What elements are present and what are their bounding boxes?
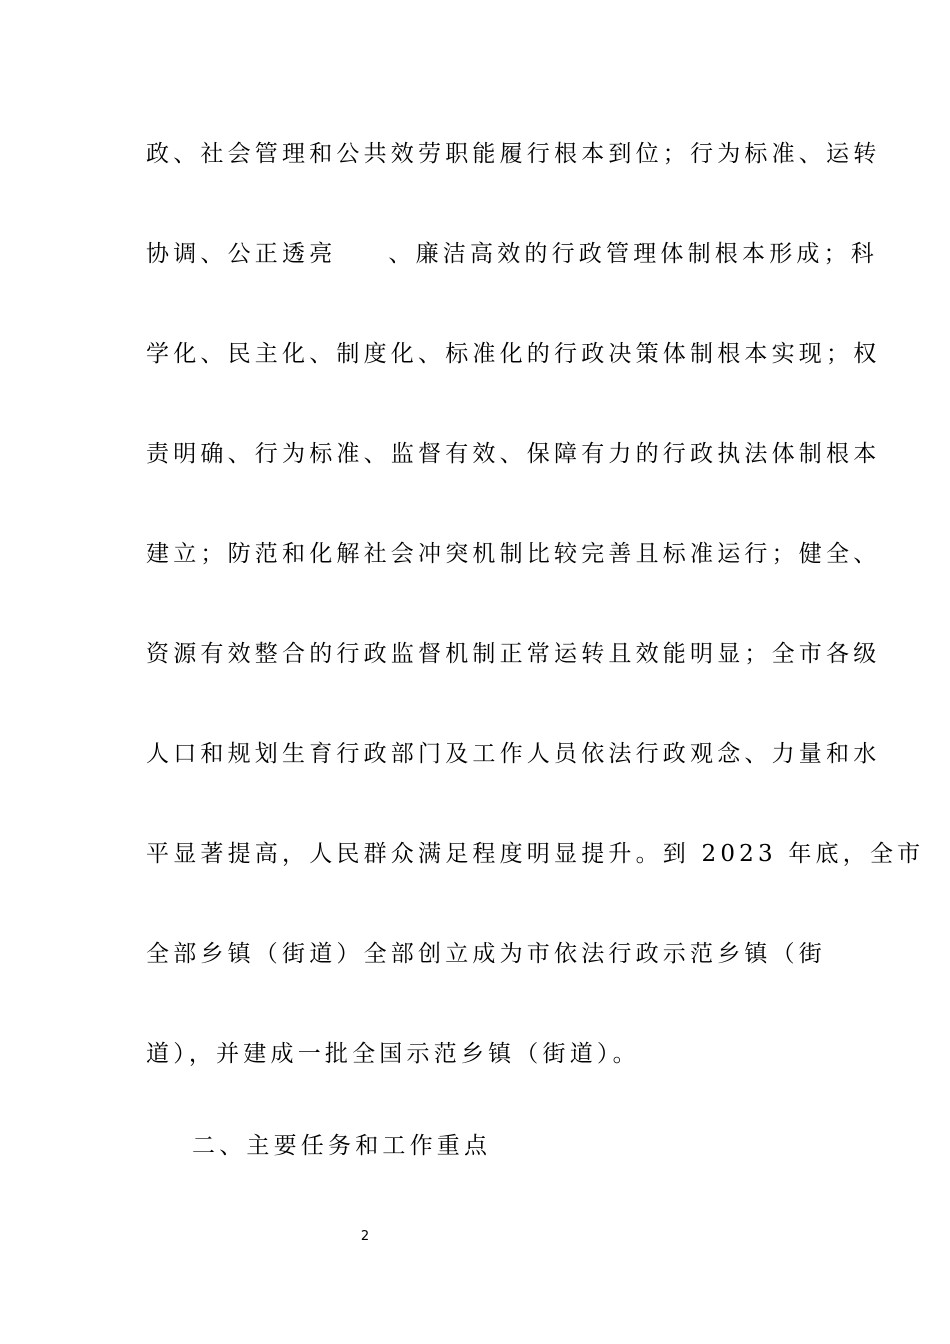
page-number: 2 — [360, 1229, 370, 1244]
body-text-segment: 协调、公正透亮 — [146, 241, 337, 267]
body-text-line: 政、社会管理和公共效劳职能履行根本到位；行为标准、运转 — [146, 141, 881, 167]
body-text-line: 资源有效整合的行政监督机制正常运转且效能明显；全市各级 — [146, 641, 881, 667]
body-text-line: 道），并建成一批全国示范乡镇（街道）。 — [146, 1041, 640, 1067]
body-text-line: 全部乡镇（街道）全部创立成为市依法行政示范乡镇（街 — [146, 941, 826, 967]
section-heading: 二、主要任务和工作重点 — [192, 1133, 492, 1159]
body-text-line: 学化、民主化、制度化、标准化的行政决策体制根本实现；权 — [146, 341, 881, 367]
body-text-line — [146, 239, 879, 269]
body-text-line: 平显著提高，人民群众满足程度明显提升。到 2023 年底，全市 — [146, 841, 925, 867]
body-text-line: 责明确、行为标准、监督有效、保障有力的行政执法体制根本 — [146, 441, 881, 467]
body-text-line: 人口和规划生育行政部门及工作人员依法行政观念、力量和水 — [146, 741, 881, 767]
body-text-segment: 、廉洁高效的行政管理体制根本形成；科 — [388, 241, 879, 267]
body-text-line: 建立；防范和化解社会冲突机制比较完善且标准运行；健全、 — [146, 541, 881, 567]
